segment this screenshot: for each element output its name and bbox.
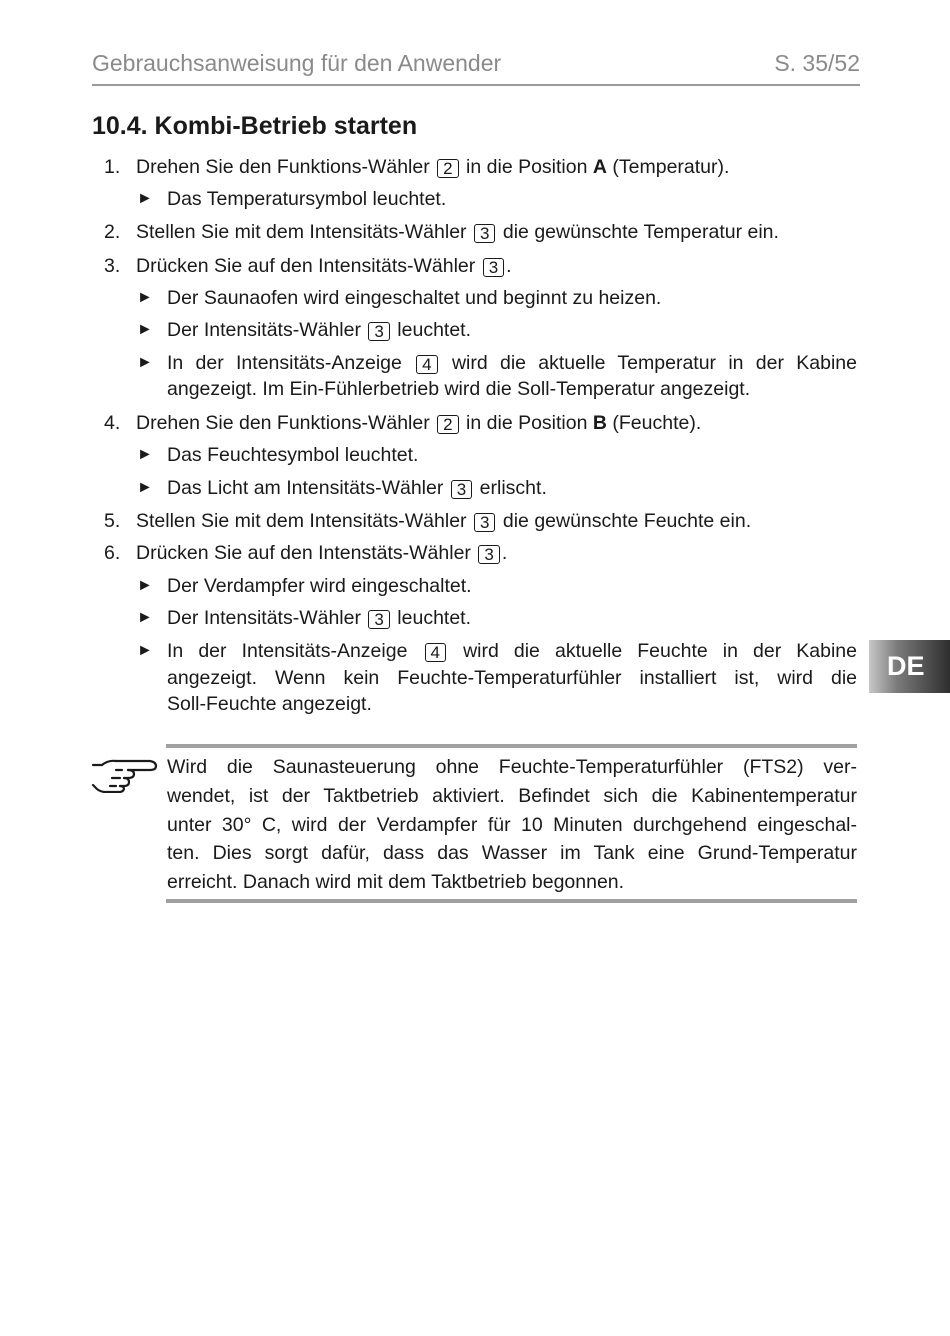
step-text: Drehen Sie den Funktions-Wähler 2 in die Position B (Feuchte). bbox=[136, 412, 702, 434]
page-header bbox=[92, 50, 860, 86]
reference-number: 3 bbox=[451, 480, 472, 499]
section-heading: 10.4. Kombi-Betrieb starten bbox=[92, 112, 418, 140]
result-arrow-icon: ► bbox=[137, 642, 153, 659]
step-text: Stellen Sie mit dem Intensitäts-Wähler 3 die gewünschte Feuchte ein. bbox=[136, 510, 752, 532]
result-arrow-icon: ► bbox=[137, 321, 153, 338]
result-arrow-icon: ► bbox=[137, 446, 153, 463]
document-title: Gebrauchsanweisung für den Anwender bbox=[92, 50, 502, 76]
reference-number: 3 bbox=[478, 545, 499, 564]
result-arrow-icon: ► bbox=[137, 289, 153, 306]
step-text: Stellen Sie mit dem Intensitäts-Wähler 3 die gewünschte Temperatur ein. bbox=[136, 221, 779, 243]
result-arrow-icon: ► bbox=[137, 354, 153, 371]
step-text: Drücken Sie auf den Intenstäts-Wähler 3 . bbox=[136, 542, 508, 564]
step-text: Drücken Sie auf den Intensitäts-Wähler 3 . bbox=[136, 255, 512, 277]
step-number: 5. bbox=[104, 510, 121, 532]
step-number: 6. bbox=[104, 542, 121, 564]
note-text-line: erreicht. Danach wird mit dem Taktbetrieb begonnen. bbox=[167, 871, 625, 893]
step-number: 1. bbox=[104, 156, 121, 178]
step-number: 2. bbox=[104, 221, 121, 243]
note-text-line: Wird die Saunasteuerung ohne Feuchte-Temperaturfühler (FTS2) ver- bbox=[167, 756, 857, 778]
note-text-line: wendet, ist der Taktbetrieb aktiviert. Befindet sich die Kabinentemperatur bbox=[167, 785, 857, 807]
reference-number: 4 bbox=[425, 643, 446, 662]
pointing-hand-icon bbox=[90, 757, 158, 793]
reference-number: 3 bbox=[368, 322, 389, 341]
note-text-line: unter 30° C, wird der Verdampfer für 10 Minuten durchgehend eingeschal- bbox=[167, 814, 857, 836]
result-arrow-icon: ► bbox=[137, 190, 153, 207]
reference-number: 2 bbox=[437, 415, 458, 434]
step-number: 3. bbox=[104, 255, 121, 277]
reference-number: 3 bbox=[474, 513, 495, 532]
result-arrow-icon: ► bbox=[137, 577, 153, 594]
result-arrow-icon: ► bbox=[137, 479, 153, 496]
language-tab bbox=[869, 640, 950, 693]
reference-number: 3 bbox=[474, 224, 495, 243]
note-top-divider bbox=[166, 744, 857, 748]
result-arrow-icon: ► bbox=[137, 609, 153, 626]
step-text: Drehen Sie den Funktions-Wähler 2 in die Position A (Temperatur). bbox=[136, 156, 730, 178]
reference-number: 3 bbox=[368, 610, 389, 629]
reference-number: 4 bbox=[416, 355, 437, 374]
note-text-line: ten. Dies sorgt dafür, dass das Wasser im Tank eine Grund-Temperatur bbox=[167, 842, 857, 864]
reference-number: 3 bbox=[483, 258, 504, 277]
page-number: S. 35/52 bbox=[774, 50, 860, 76]
note-bottom-divider bbox=[166, 899, 857, 903]
step-number: 4. bbox=[104, 412, 121, 434]
reference-number: 2 bbox=[437, 159, 458, 178]
language-tab-label: DE bbox=[887, 651, 925, 681]
